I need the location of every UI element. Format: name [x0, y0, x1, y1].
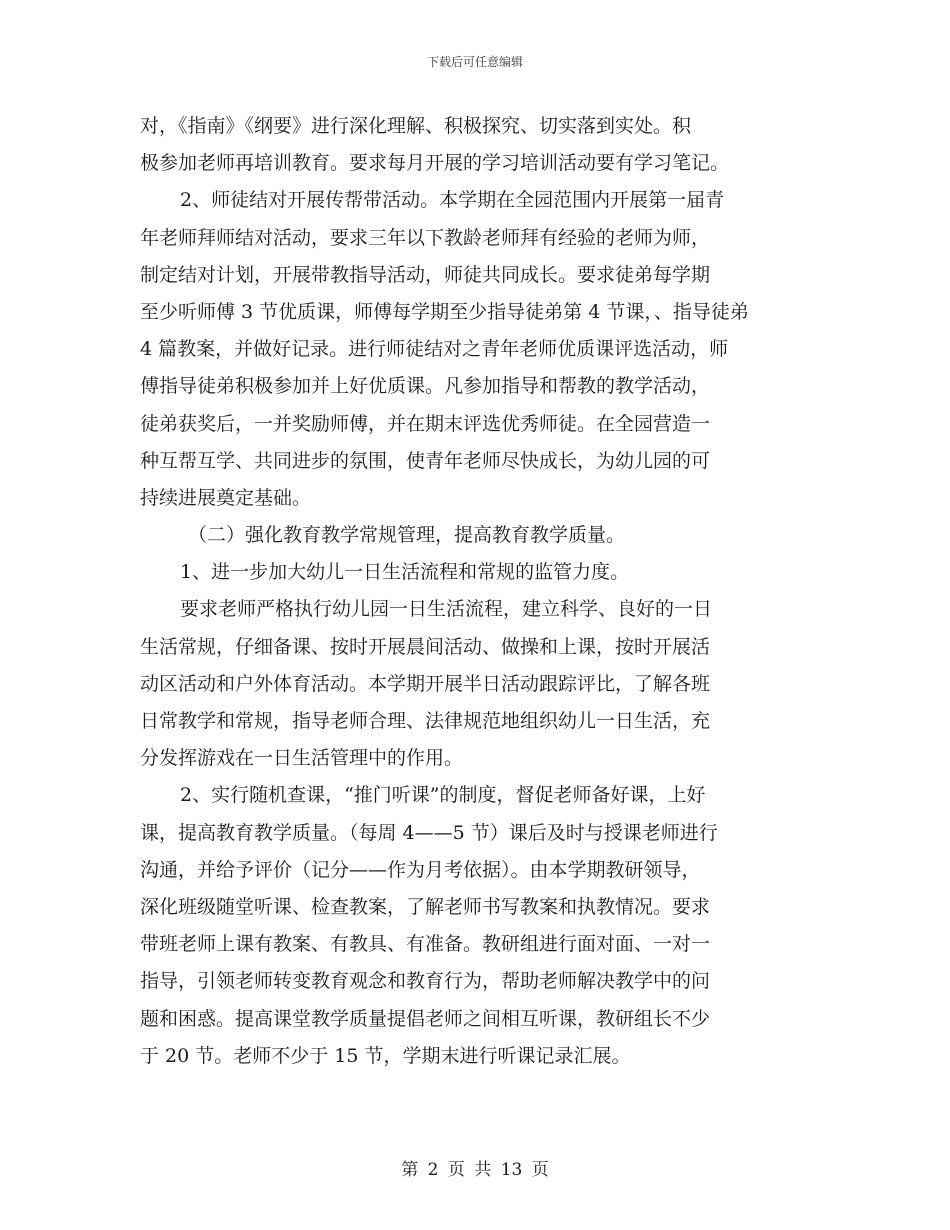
- body-line: 分发挥游戏在一日生活管理中的作用。: [140, 747, 464, 770]
- body-line: 生活常规，仔细备课、按时开展晨间活动、做操和上课，按时开展活: [140, 635, 711, 658]
- body-line: 徒弟获奖后，一并奖励师傅，并在期末评选优秀师徒。在全园营造一: [140, 412, 711, 435]
- body-line: 题和困惑。提高课堂教学质量提倡老师之间相互听课，教研组长不少: [140, 1007, 711, 1030]
- body-line: 至少听师傅 3 节优质课，师傅每学期至少指导徒弟第 4 节课，、指导徒弟: [140, 300, 749, 323]
- body-line: 年老师拜师结对活动，要求三年以下教龄老师拜有经验的老师为师，: [140, 226, 711, 249]
- body-line: 日常教学和常规，指导老师合理、法律规范地组织幼儿一日生活，充: [140, 710, 711, 732]
- body-line: 带班老师上课有教案、有教具、有准备。教研组进行面对面、一对一: [140, 933, 711, 956]
- body-line: 于 20 节。老师不少于 15 节，学期末进行听课记录汇展。: [140, 1044, 631, 1067]
- page-number: 第 2 页 共 13 页: [401, 1160, 549, 1180]
- body-line: 持续进展奠定基础。: [140, 486, 312, 509]
- body-line: 指导，引领老师转变教育观念和教育行为，帮助老师解决教学中的问: [140, 970, 711, 993]
- body-line: 动区活动和户外体育活动。本学期开展半日活动跟踪评比，了解各班: [140, 672, 711, 695]
- body-line: 傅指导徒弟积极参加并上好优质课。凡参加指导和帮教的教学活动，: [140, 375, 711, 398]
- body-line: 深化班级随堂听课、检查教案，了解老师书写教案和执教情况。要求: [140, 895, 711, 918]
- body-line: 对，《指南》《纲要》进行深化理解、积极探究、切实落到实处。积: [140, 115, 692, 137]
- body-line: 要求老师严格执行幼儿园一日生活流程，建立科学、良好的一日: [180, 598, 713, 621]
- page-header-note: 下载后可任意编辑: [426, 55, 523, 69]
- document-body: [140, 108, 812, 1075]
- body-line: 种互帮互学、共同进步的氛围，使青年老师尽快成长，为幼儿园的可: [140, 449, 711, 472]
- body-line: 极参加老师再培训教育。要求每月开展的学习培训活动要有学习笔记。: [140, 152, 730, 175]
- body-line: 课，提高教育教学质量。（每周 4——5 节）课后及时与授课老师进行: [140, 821, 718, 844]
- section-heading: （二）强化教育教学常规管理，提高教育教学质量。: [188, 524, 626, 547]
- body-line: 沟通，并给予评价（记分——作为月考依据）。由本学期教研领导，: [140, 858, 701, 881]
- body-line: 2、实行随机查课，“推门听课”的制度，督促老师备好课，上好: [180, 784, 706, 807]
- body-line: 制定结对计划，开展带教指导活动，师徒共同成长。要求徒弟每学期: [140, 263, 711, 286]
- body-line: 2、师徒结对开展传帮带活动。本学期在全园范围内开展第一届青: [180, 189, 725, 212]
- subsection-heading: 1、进一步加大幼儿一日生活流程和常规的监管力度。: [180, 561, 630, 584]
- body-line: 4 篇教案，并做好记录。进行师徒结对之青年老师优质课评选活动，师: [140, 338, 729, 361]
